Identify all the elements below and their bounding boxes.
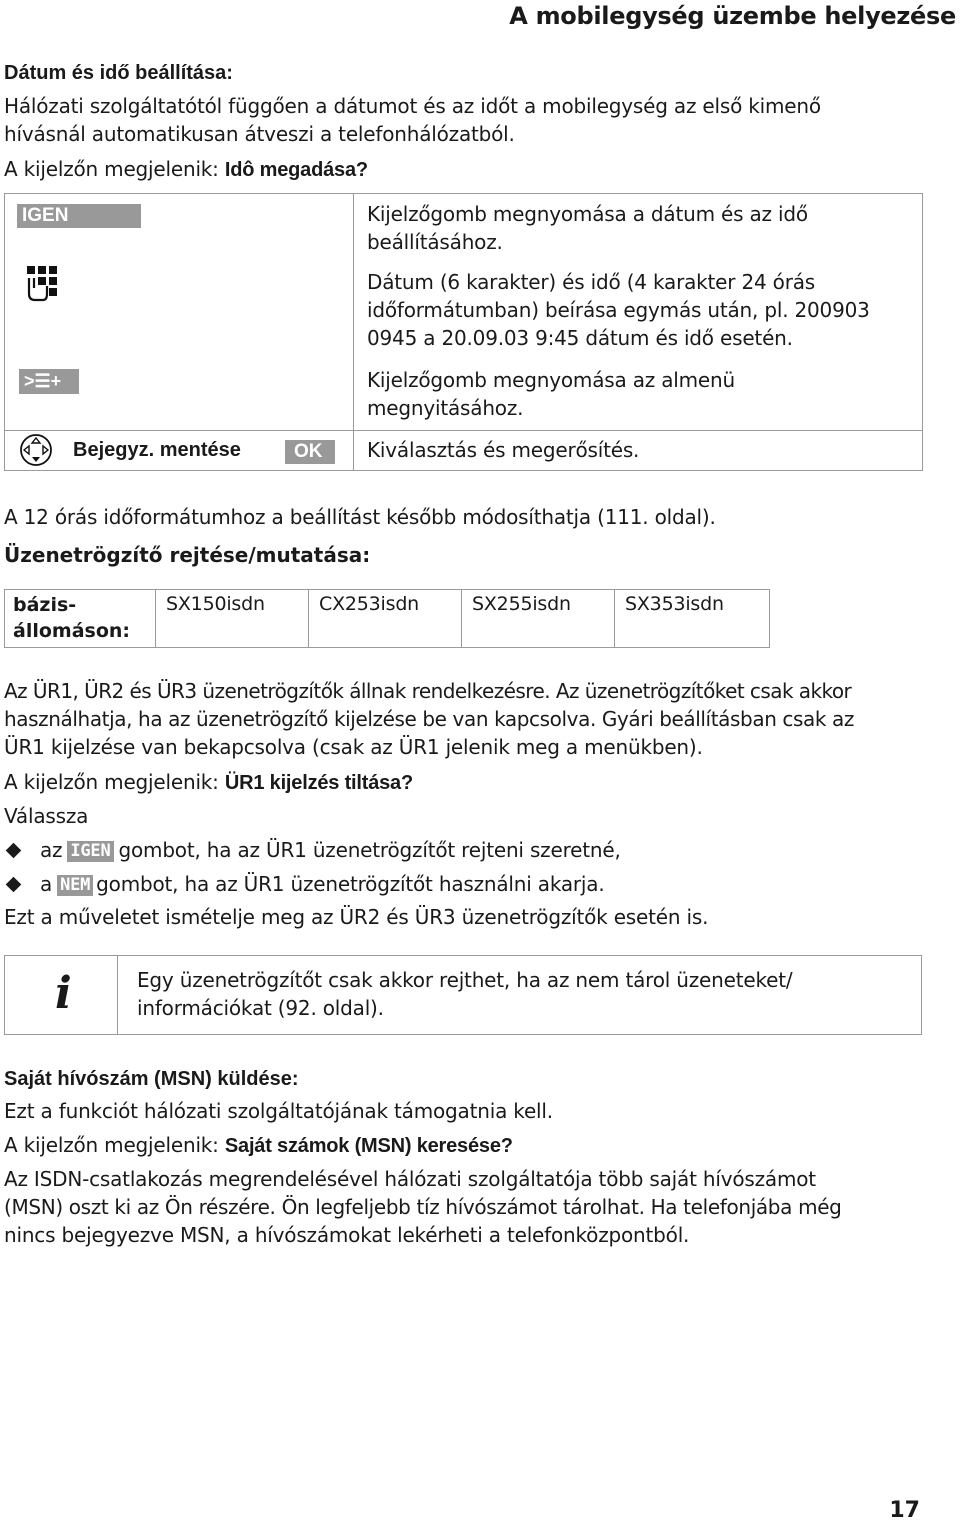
bullet-icon bbox=[6, 843, 22, 859]
info-box-divider bbox=[117, 956, 118, 1034]
station-col-divider bbox=[614, 590, 615, 647]
bullet1-post: gombot, ha az ÜR1 üzenetrögzítőt rejteni szeretné, bbox=[118, 838, 621, 862]
step1-line2: beállításához. bbox=[367, 230, 503, 254]
choose-text: Válassza bbox=[4, 804, 89, 828]
bullet-item-1 bbox=[40, 836, 621, 864]
step3-text bbox=[367, 366, 735, 422]
display-value: ÜR1 kijelzés tiltása? bbox=[224, 772, 413, 794]
steps-table bbox=[4, 193, 923, 471]
step2-line1: Dátum (6 karakter) és idő (4 karakter 24 órás bbox=[367, 270, 816, 294]
save-entry-menu-item[interactable]: Bejegyz. mentése bbox=[73, 439, 241, 461]
step2-line2: időformátumban) beírása egymás után, pl. 200903 bbox=[367, 298, 870, 322]
menu-add-softkey[interactable]: ˃☰+ bbox=[19, 369, 79, 394]
msn-heading: Saját hívószám (MSN) küldése: bbox=[4, 1068, 299, 1090]
step3-line1: Kijelzőgomb megnyomása az almenü bbox=[367, 368, 735, 392]
station-col-divider bbox=[308, 590, 309, 647]
info-text bbox=[137, 966, 792, 1022]
display-value: Saját számok (MSN) keresése? bbox=[224, 1135, 513, 1157]
answering-para-line2: használhatja, ha az üzenetrögzítő kijelzése be van kapcsolva. Gyári beállításban csak az bbox=[4, 707, 854, 731]
navigation-key-icon[interactable] bbox=[19, 433, 53, 467]
msn-para-line1: Az ISDN-csatlakozás megrendelésével hálózati szolgáltatója több saját hívószámot bbox=[4, 1167, 816, 1191]
bullet2-pre: a bbox=[40, 872, 53, 896]
bullet-item-2 bbox=[40, 870, 605, 898]
info-line1: Egy üzenetrögzítőt csak akkor rejthet, ha az nem tárol üzeneteket/ bbox=[137, 968, 793, 992]
repeat-text: Ezt a műveletet ismételje meg az ÜR2 és ÜR3 üzenetrögzítők esetén is. bbox=[4, 905, 709, 929]
date-section-heading: Dátum és idő beállítása: bbox=[4, 62, 233, 84]
igen-softkey[interactable]: IGEN bbox=[17, 204, 141, 228]
station-col-divider bbox=[155, 590, 156, 647]
page-number: 17 bbox=[889, 1498, 920, 1523]
display-value: Idô megadása? bbox=[224, 159, 368, 181]
info-icon: i bbox=[55, 968, 72, 1019]
step4-text: Kiválasztás és megerősítés. bbox=[367, 438, 640, 462]
station-label bbox=[13, 592, 130, 644]
station-table bbox=[4, 589, 770, 648]
note-12h: A 12 órás időformátumhoz a beállítást később módosíthatja (111. oldal). bbox=[4, 505, 716, 529]
answering-heading: Üzenetrögzítő rejtése/mutatása: bbox=[4, 543, 371, 567]
msn-display-line bbox=[4, 1131, 513, 1160]
station-model-4: SX353isdn bbox=[625, 593, 724, 615]
info-box bbox=[4, 955, 922, 1035]
answering-para-line1: Az ÜR1, ÜR2 és ÜR3 üzenetrögzítők állnak rendelkezésre. Az üzenetrögzítőket csak akkor bbox=[4, 679, 852, 703]
ok-softkey[interactable]: OK bbox=[285, 440, 335, 464]
station-col-divider bbox=[461, 590, 462, 647]
msn-para-line2: (MSN) oszt ki az Ön részére. Ön legfeljebb tíz hívószámot tárolhat. Ha telefonjába még bbox=[4, 1195, 842, 1219]
station-label-line1: bázis- bbox=[13, 594, 77, 616]
station-label-line2: állomáson: bbox=[13, 620, 131, 642]
answering-display-line bbox=[4, 768, 413, 797]
answering-para-line3: ÜR1 kijelzése van bekapcsolva (csak az ÜR1 jelenik meg a menükben). bbox=[4, 735, 703, 759]
steps-row-divider bbox=[5, 430, 922, 431]
bullet1-pre: az bbox=[40, 838, 63, 862]
date-intro-line2: hívásnál automatikusan átveszi a telefonhálózatból. bbox=[4, 122, 515, 146]
steps-column-divider bbox=[353, 194, 354, 470]
nem-inline-key: NEM bbox=[57, 875, 93, 896]
station-model-3: SX255isdn bbox=[472, 593, 571, 615]
bullet-icon bbox=[6, 877, 22, 893]
bullet2-post: gombot, ha az ÜR1 üzenetrögzítőt használni akarja. bbox=[96, 872, 605, 896]
date-intro-line1: Hálózati szolgáltatótól függően a dátumot és az időt a mobilegység az első kimenő bbox=[4, 94, 821, 118]
step1-line1: Kijelzőgomb megnyomása a dátum és az idő bbox=[367, 202, 808, 226]
keypad-icon bbox=[23, 264, 67, 304]
page-header-title: A mobilegység üzembe helyezése bbox=[509, 2, 956, 30]
msn-line1: Ezt a funkciót hálózati szolgáltatójának támogatnia kell. bbox=[4, 1099, 553, 1123]
display-prefix: A kijelzőn megjelenik: bbox=[4, 770, 225, 794]
msn-para-line3: nincs bejegyezve MSN, a hívószámokat lekérheti a telefonközpontból. bbox=[4, 1223, 690, 1247]
step2-text bbox=[367, 268, 870, 352]
date-display-line bbox=[4, 155, 368, 184]
step2-line3: 0945 a 20.09.03 9:45 dátum és idő esetén. bbox=[367, 326, 793, 350]
step3-line2: megnyitásához. bbox=[367, 396, 524, 420]
display-prefix: A kijelzőn megjelenik: bbox=[4, 157, 225, 181]
station-model-1: SX150isdn bbox=[166, 593, 265, 615]
igen-inline-key: IGEN bbox=[67, 841, 113, 862]
step1-text bbox=[367, 200, 808, 256]
display-prefix: A kijelzőn megjelenik: bbox=[4, 1133, 225, 1157]
info-line2: információkat (92. oldal). bbox=[137, 996, 384, 1020]
station-model-2: CX253isdn bbox=[319, 593, 420, 615]
